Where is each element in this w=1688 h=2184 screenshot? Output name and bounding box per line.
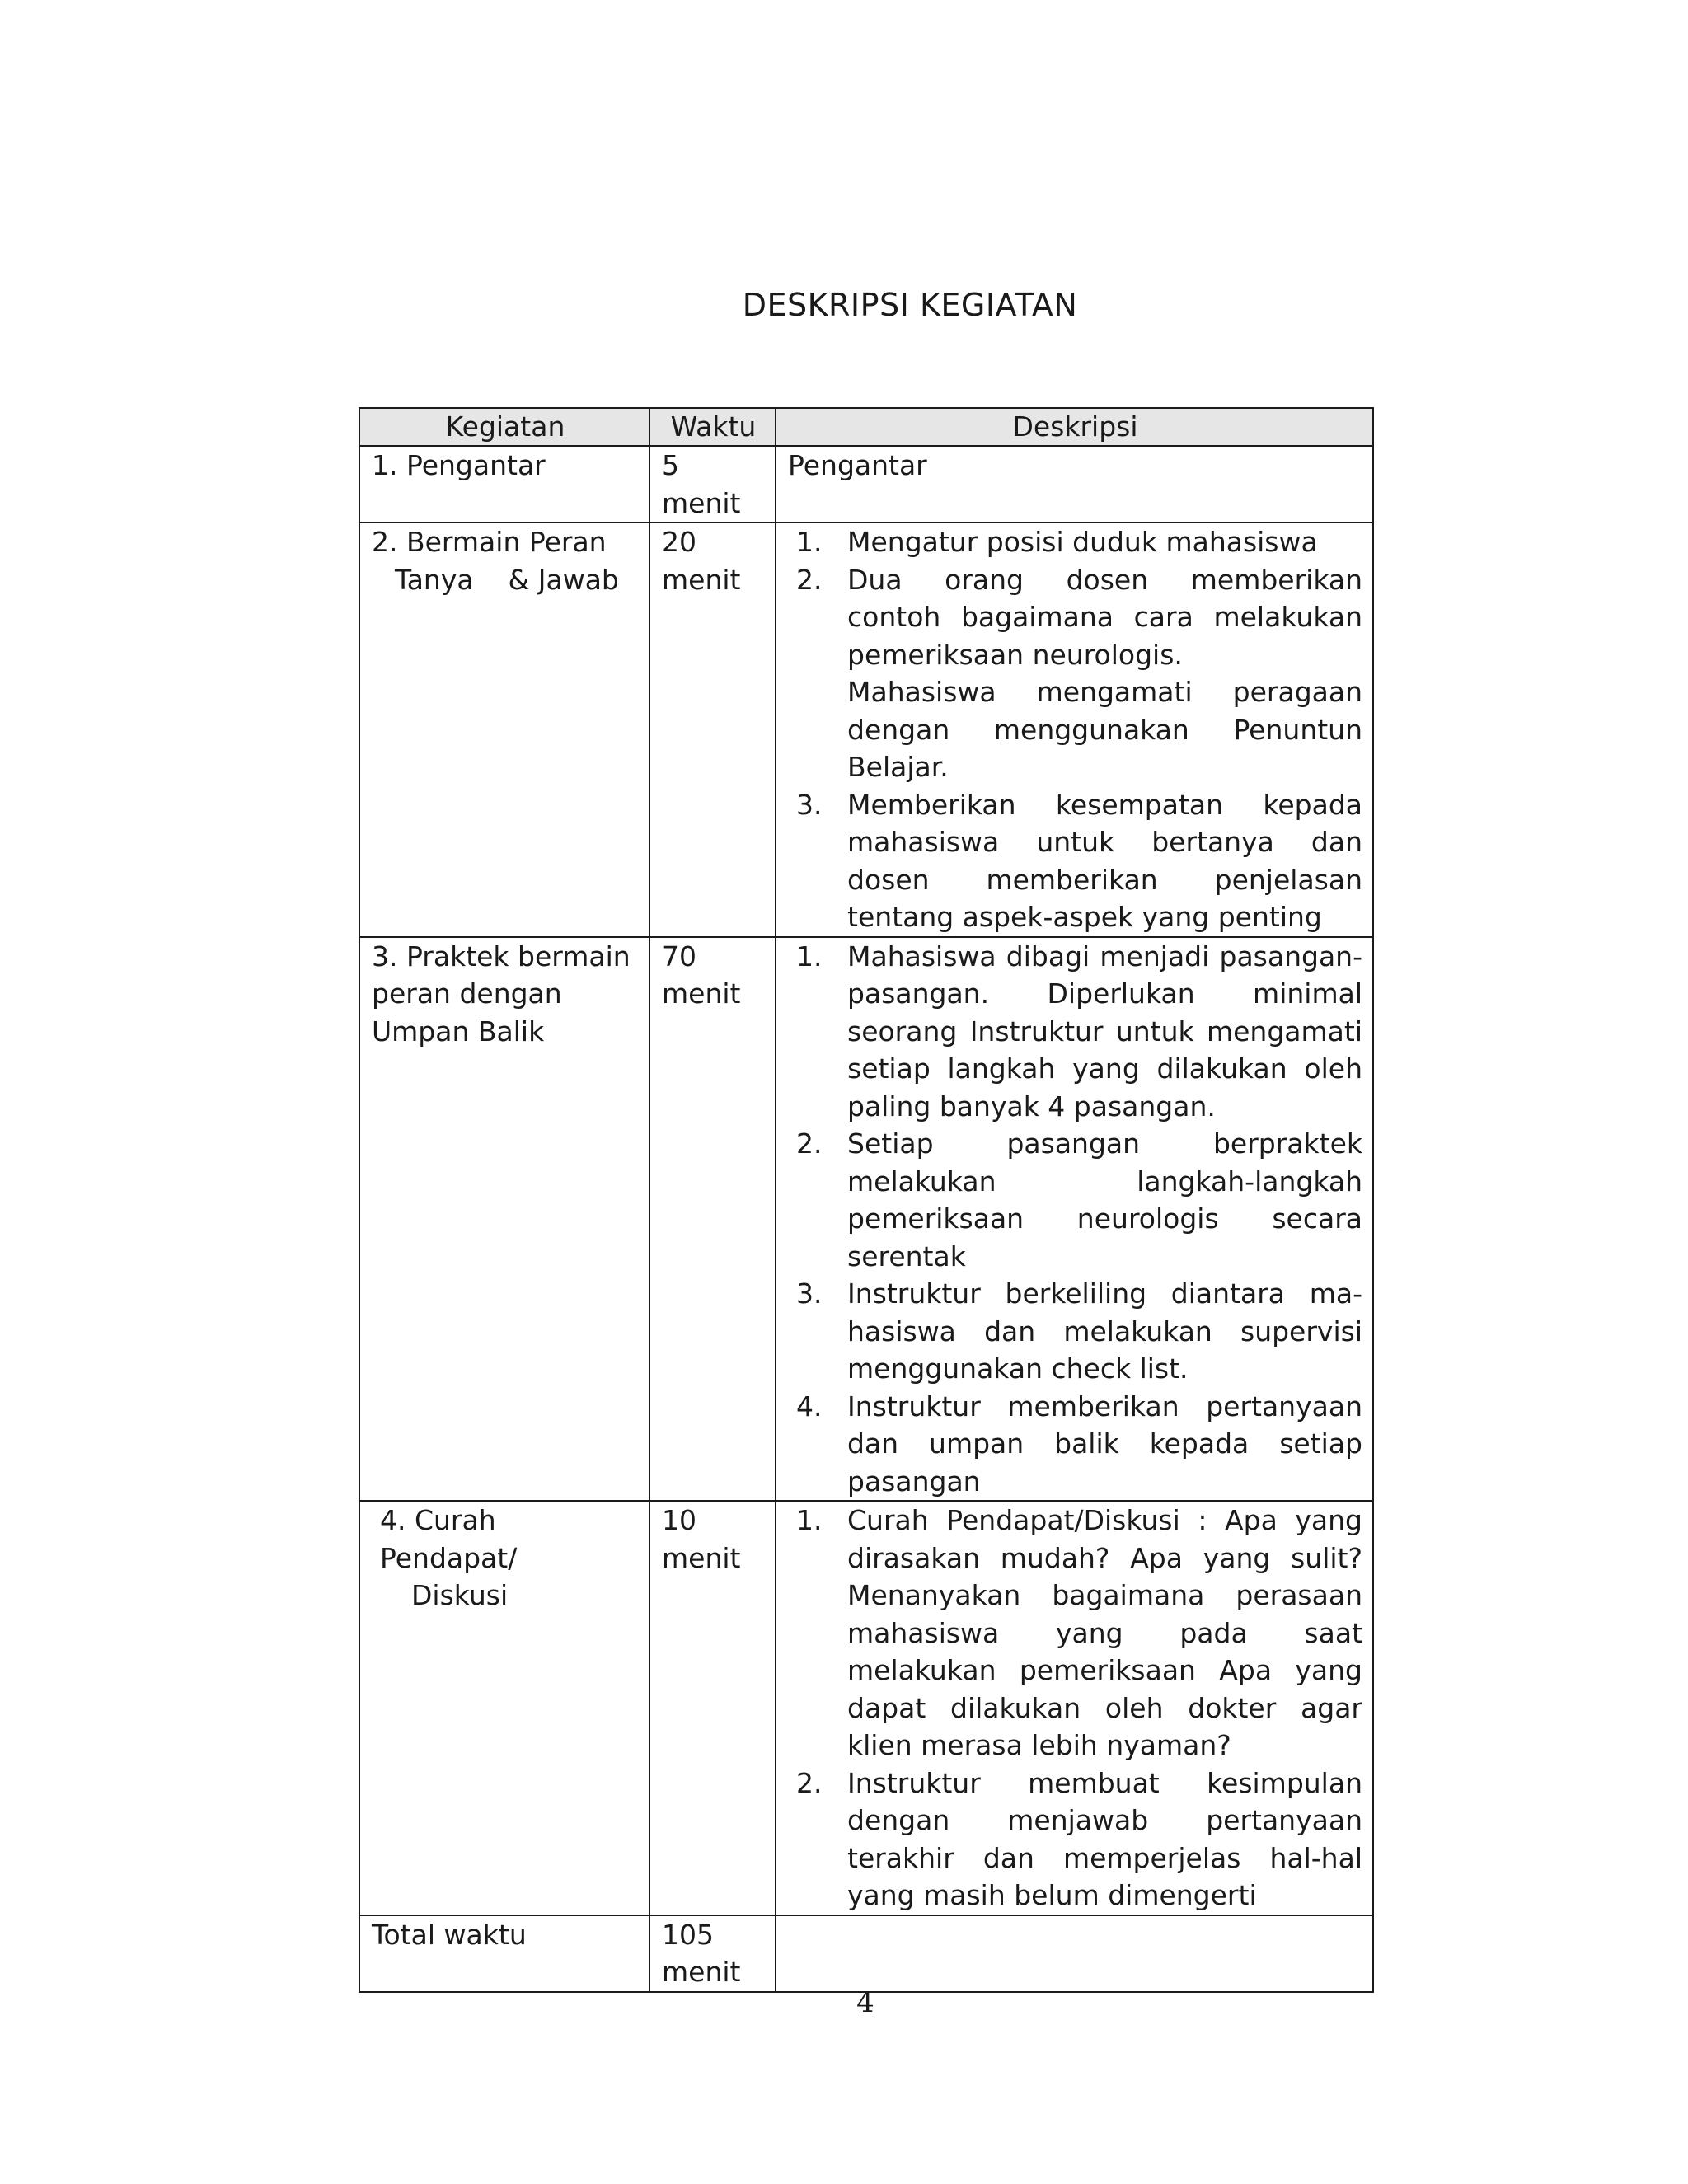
list-text: Dua orang dosen memberikan contoh bagaimana cara melakukan pemeriksaan neurologis. (847, 563, 1362, 671)
time-cell: 10 menit (649, 1501, 776, 1915)
activity-label: Tanya & Jawab (395, 563, 619, 596)
header-kegiatan: Kegiatan (359, 408, 649, 446)
list-number: 2. (796, 563, 823, 596)
activity-label: 1. Pengantar (372, 449, 546, 481)
activity-cell (359, 523, 649, 937)
table-header-row (359, 408, 1373, 446)
list-note: Mahasiswa mengamati peragaan dengan menggunakan Penuntun Belajar. (847, 676, 1362, 783)
description-cell (776, 1915, 1373, 1992)
list-text: Memberikan kesempatan kepada mahasiswa untuk bertanya dan dosen memberikan penjelasan tentang aspek-aspek yang penting (847, 788, 1362, 933)
table-row (359, 1915, 1373, 1992)
list-item (796, 938, 1362, 1126)
list-number: 3. (796, 1277, 823, 1310)
activity-cell (359, 446, 649, 523)
list-item (796, 1125, 1362, 1275)
table-row (359, 1501, 1373, 1915)
activity-label: Total waktu (372, 1918, 527, 1951)
activity-cell (359, 937, 649, 1502)
list-item (796, 561, 1362, 786)
table-row (359, 937, 1373, 1502)
activity-cell (359, 1915, 649, 1992)
list-text: Mengatur posisi duduk mahasiswa (847, 526, 1318, 558)
description-cell: Pengantar (776, 446, 1373, 523)
description-cell (776, 937, 1373, 1502)
list-number: 3. (796, 788, 823, 821)
activity-label: 4. Curah Pendapat/ (380, 1504, 518, 1574)
time-cell: 105 menit (649, 1915, 776, 1992)
activity-table (359, 407, 1374, 1993)
header-deskripsi: Deskripsi (776, 408, 1373, 446)
list-text: Instruktur berkeliling diantara ma-hasiswa dan melakukan supervisi menggunakan check list. (847, 1277, 1362, 1385)
list-number: 2. (796, 1127, 823, 1160)
list-item (796, 1765, 1362, 1915)
description-list (788, 1502, 1362, 1915)
header-waktu: Waktu (649, 408, 776, 446)
list-text: Mahasiswa dibagi menjadi pasangan-pasangan. Diperlukan minimal seorang Instruktur untuk mengamati setiap langkah yang dilakukan oleh paling banyak 4 pasangan. (847, 940, 1362, 1122)
activity-label: 2. Bermain Peran (372, 526, 607, 558)
list-number: 1. (796, 940, 823, 972)
activity-label: 3. Praktek bermain (372, 940, 631, 972)
list-number: 1. (796, 1504, 823, 1536)
time-cell: 20 menit (649, 523, 776, 937)
description-cell (776, 523, 1373, 937)
list-item (796, 1502, 1362, 1765)
list-text: Instruktur memberikan pertanyaan dan umpan balik kepada setiap pasangan (847, 1390, 1362, 1497)
time-cell: 70 menit (649, 937, 776, 1502)
description-cell (776, 1501, 1373, 1915)
description-list (788, 938, 1362, 1501)
activity-cell (359, 1501, 649, 1915)
activity-label: Umpan Balik (372, 1015, 545, 1047)
list-number: 2. (796, 1766, 823, 1799)
activity-label: peran dengan (372, 977, 562, 1010)
page-title: DESKRIPSI KEGIATAN (742, 287, 1078, 323)
table-row (359, 523, 1373, 937)
list-text: Setiap pasangan berpraktek melakukan langkah-langkah pemeriksaan neurologis secara serentak (847, 1127, 1362, 1272)
list-item (796, 1388, 1362, 1501)
list-text: Instruktur membuat kesimpulan dengan menjawab pertanyaan terakhir dan memperjelas hal-hal yang masih belum dimengerti (847, 1766, 1362, 1911)
time-cell: 5 menit (649, 446, 776, 523)
description-list (788, 523, 1362, 936)
list-item (796, 1275, 1362, 1388)
table-row (359, 446, 1373, 523)
list-item (796, 786, 1362, 936)
list-text: Curah Pendapat/Diskusi : Apa yang dirasakan mudah? Apa yang sulit? Menanyakan bagaimana perasaan mahasiswa yang pada saat melakukan pemeriksaan Apa yang dapat dilakukan oleh dokter agar klien merasa lebih nyaman? (847, 1504, 1362, 1761)
page-number: 4 (856, 1986, 874, 2019)
list-item (796, 523, 1362, 561)
list-number: 4. (796, 1390, 823, 1422)
activity-label: Diskusi (411, 1579, 509, 1611)
list-number: 1. (796, 526, 823, 558)
